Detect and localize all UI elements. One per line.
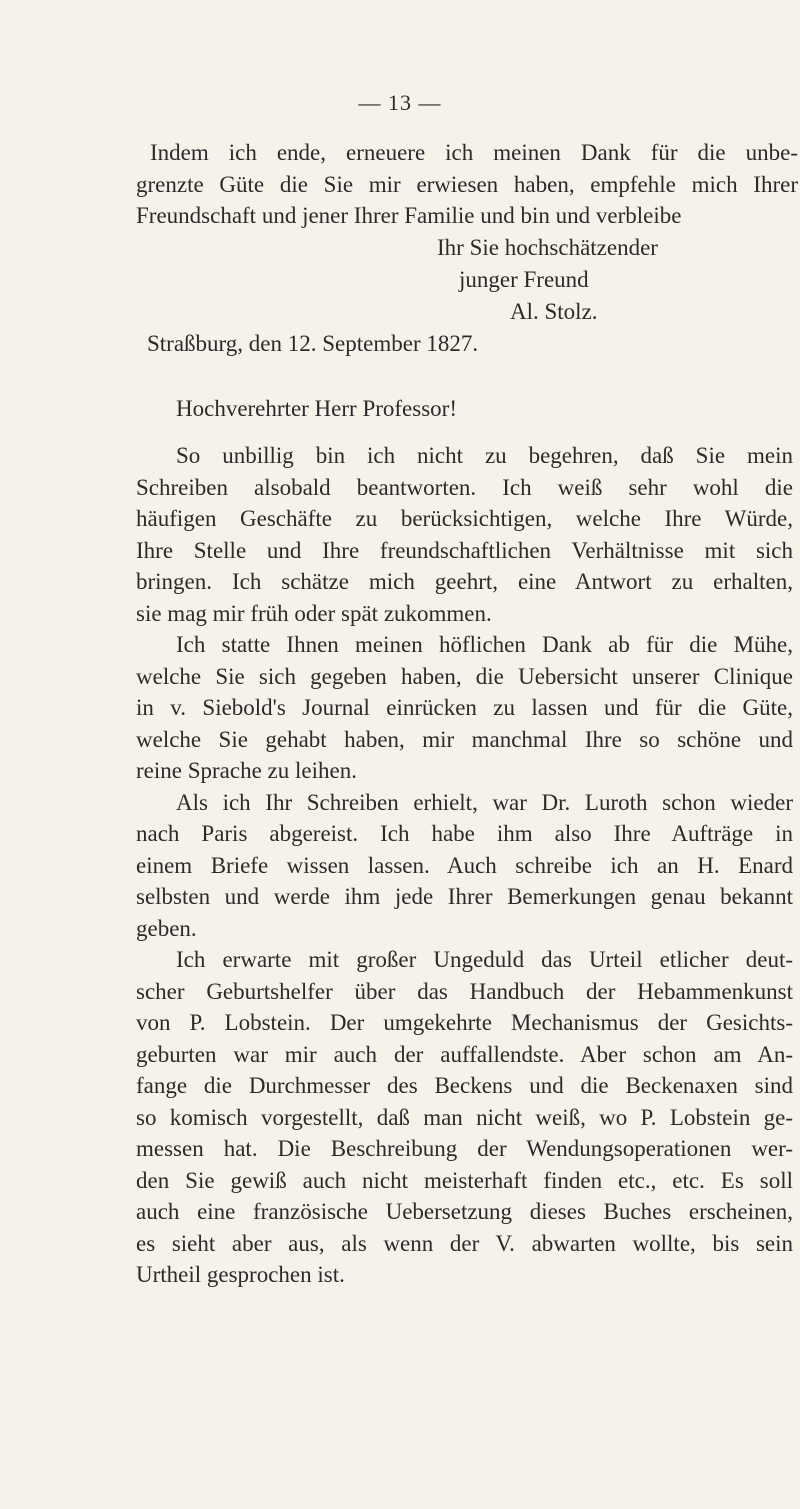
paragraph-line: welche Sie sich gegeben haben, die Uebersicht unserer Clinique (136, 663, 793, 689)
opening-line: Indem ich ende, erneuere ich meinen Dank für die unbe- (150, 140, 798, 165)
paragraph-line: Schreiben alsobald beantworten. Ich weiß sehr wohl die (136, 474, 793, 500)
opening-paragraph (136, 137, 798, 232)
paragraph-line: Ihre Stelle und Ihre freundschaftlichen Verhältnisse mit sich (136, 537, 793, 563)
paragraph-line: scher Geburtshelfer über das Handbuch der Hebammenkunst (136, 978, 793, 1004)
paragraph-line: fange die Durchmesser des Beckens und die Beckenaxen sind (136, 1073, 793, 1098)
page-number: — 13 — (358, 90, 442, 115)
paragraph-line: bringen. Ich schätze mich geehrt, eine Antwort zu erhalten, (136, 569, 793, 594)
paragraph-line: in v. Siebold's Journal einrücken zu lassen und für die Güte, (136, 695, 793, 720)
paragraph-line: von P. Lobstein. Der umgekehrte Mechanismus der Gesichts- (136, 1010, 793, 1035)
paragraph-line: so komisch vorgestellt, daß man nicht weiß, wo P. Lobstein ge- (136, 1104, 793, 1130)
paragraph-line: messen hat. Die Beschreibung der Wendungsoperationen wer- (136, 1136, 793, 1161)
opening-line: Freundschaft und jener Ihrer Familie und bin und verbleibe (136, 203, 682, 228)
paragraph-line: geben. (136, 915, 197, 941)
paragraph-line: nach Paris abgereist. Ich habe ihm also Ihre Aufträge in (136, 821, 793, 846)
letter-body (136, 440, 793, 1291)
paragraph-line: häufigen Geschäfte zu berücksichtigen, welche Ihre Würde, (136, 506, 793, 531)
paragraph-line: Ich erwarte mit großer Ungeduld das Urteil etlicher deut- (176, 947, 793, 972)
paragraph-line: sie mag mir früh oder spät zukommen. (136, 600, 492, 626)
place-date: Straßburg, den 12. September 1827. (147, 331, 479, 356)
paragraph-line: So unbillig bin ich nicht zu begehren, daß Sie mein (176, 443, 793, 468)
paragraph-line: einem Briefe wissen lassen. Auch schreibe ich an H. Enard (136, 852, 793, 878)
opening-line: grenzte Güte die Sie mir erwiesen haben, empfehle mich Ihrer (136, 171, 798, 197)
paragraph-line: reine Sprache zu leihen. (136, 758, 357, 783)
salutation: Hochverehrter Herr Professor! (176, 396, 457, 421)
paragraph-line: selbsten und werde ihm jede Ihrer Bemerkungen genau bekannt (136, 884, 793, 909)
paragraph-line: es sieht aber aus, als wenn der V. abwarten wollte, bis sein (136, 1230, 793, 1256)
paragraph-line: auch eine französische Uebersetzung dieses Buches erscheinen, (136, 1199, 793, 1224)
paragraph-line: Ich statte Ihnen meinen höflichen Dank ab für die Mühe, (176, 632, 793, 657)
paragraph-line: Als ich Ihr Schreiben erhielt, war Dr. Luroth schon wieder (176, 789, 793, 815)
signature-line: junger Freund (459, 267, 589, 292)
signature-name: Al. Stolz. (510, 299, 598, 324)
paragraph-line: welche Sie gehabt haben, mir manchmal Ihre so schöne und (136, 726, 793, 752)
signature-line: Ihr Sie hochschätzender (437, 235, 658, 260)
paragraph-line: geburten war mir auch der auffallendste. Aber schon am An- (136, 1041, 793, 1067)
paragraph-line: den Sie gewiß auch nicht meisterhaft finden etc., etc. Es soll (136, 1167, 793, 1193)
paragraph-line: Urtheil gesprochen ist. (136, 1262, 345, 1287)
